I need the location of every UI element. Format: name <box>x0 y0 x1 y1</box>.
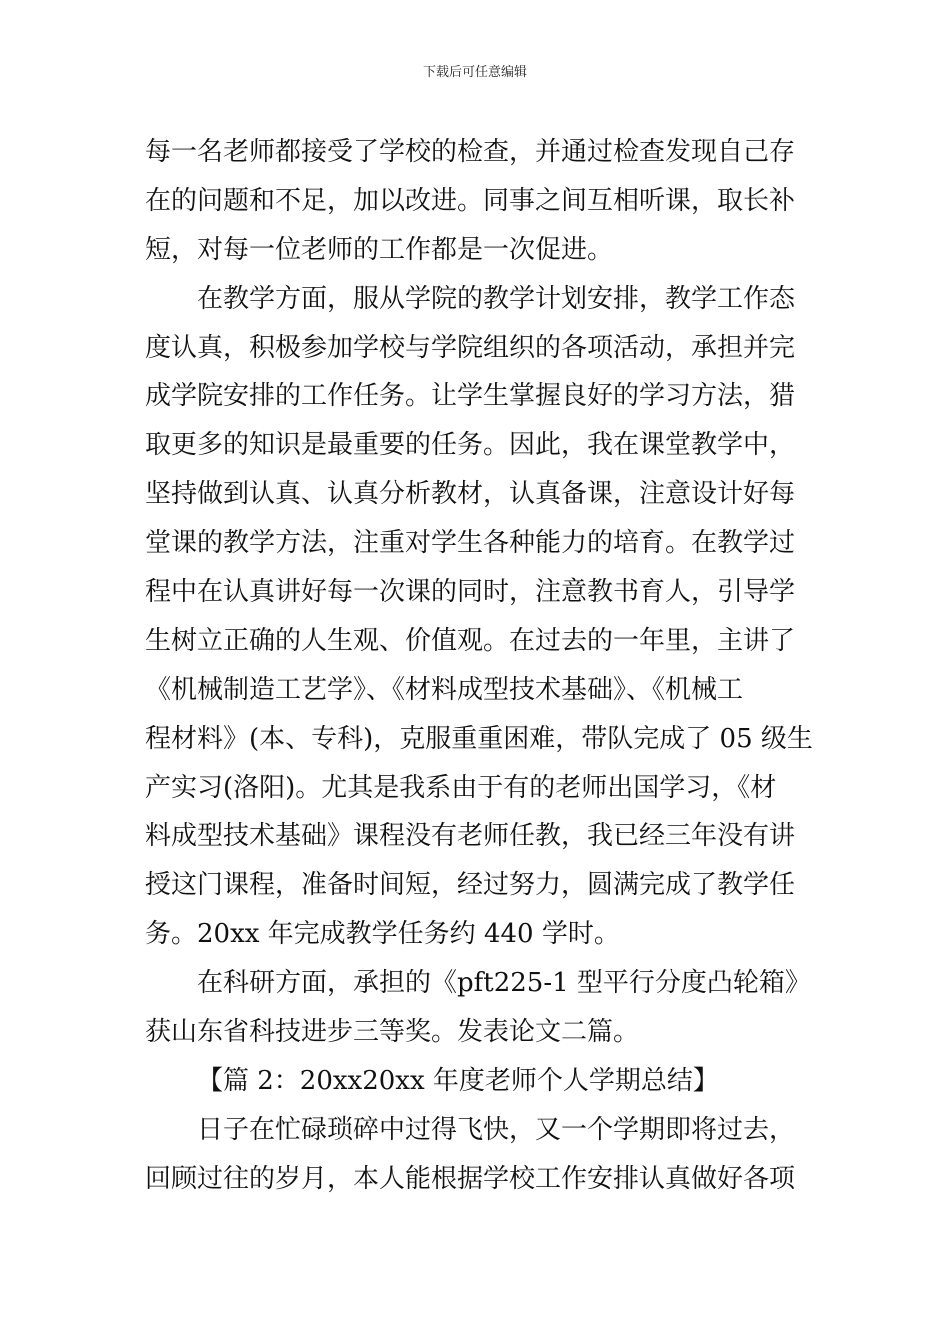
text-line: 度认真，积极参加学校与学院组织的各项活动，承担并完 <box>145 332 796 363</box>
text-line: 在的问题和不足，加以改进。同事之间互相听课，取长补 <box>145 185 796 216</box>
text-line: 在教学方面，服从学院的教学计划安排，教学工作态 <box>197 283 796 314</box>
text-line: 产实习(洛阳)。尤其是我系由于有的老师出国学习，《材 <box>145 772 777 803</box>
text-line: 《机械制造工艺学》、《材料成型技术基础》、《机械工 <box>145 674 744 705</box>
text-line: 授这门课程，准备时间短，经过努力，圆满完成了教学任 <box>145 870 796 901</box>
document-body <box>145 128 813 1204</box>
page-header: 下载后可任意编辑 <box>422 65 527 80</box>
text-line: 堂课的教学方法，注重对学生各种能力的培育。在教学过 <box>145 528 796 559</box>
text-line: 生树立正确的人生观、价值观。在过去的一年里，主讲了 <box>145 625 796 656</box>
text-line: 获山东省科技进步三等奖。发表论文二篇。 <box>145 1017 640 1048</box>
text-line: 务。20xx 年完成教学任务约 440 学时。 <box>145 919 620 950</box>
text-line: 短，对每一位老师的工作都是一次促进。 <box>145 234 614 265</box>
text-line: 程中在认真讲好每一次课的同时，注意教书育人，引导学 <box>145 577 796 608</box>
text-line: 每一名老师都接受了学校的检查，并通过检查发现自己存 <box>145 137 796 167</box>
text-line: 成学院安排的工作任务。让学生掌握良好的学习方法，猎 <box>145 381 796 412</box>
text-line: 回顾过往的岁月，本人能根据学校工作安排认真做好各项 <box>145 1163 796 1194</box>
text-line: 程材料》(本、专科)，克服重重困难，带队完成了 05 级生 <box>145 723 813 754</box>
text-line: 取更多的知识是最重要的任务。因此，我在课堂教学中， <box>145 430 796 461</box>
text-line: 在科研方面，承担的《pft225-1 型平行分度凸轮箱》 <box>197 968 811 999</box>
text-line: 料成型技术基础》课程没有老师任教，我已经三年没有讲 <box>145 821 796 852</box>
section-heading: 【篇 2：20xx20xx 年度老师个人学期总结】 <box>197 1065 719 1096</box>
text-line: 日子在忙碌琐碎中过得飞快，又一个学期即将过去， <box>197 1114 796 1145</box>
text-line: 坚持做到认真、认真分析教材，认真备课，注意设计好每 <box>145 479 796 510</box>
